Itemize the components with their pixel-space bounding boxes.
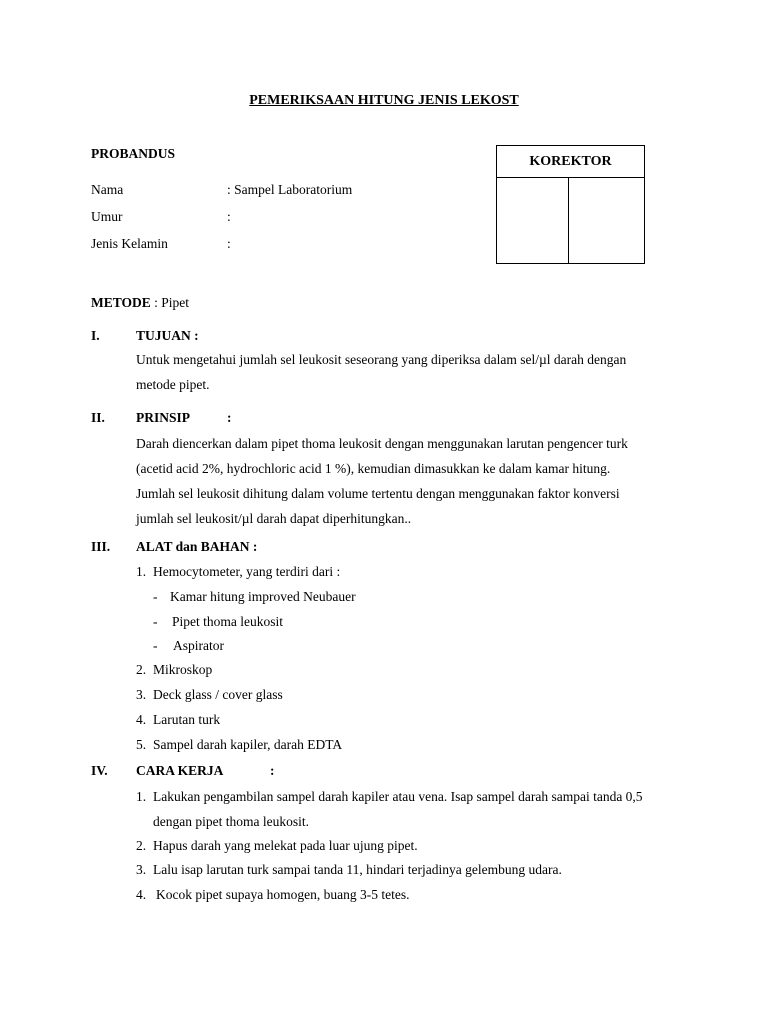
korektor-box (496, 145, 645, 264)
tujuan-line: Untuk mengetahui jumlah sel leukosit seseorang yang diperiksa dalam sel/µl darah dengan (136, 352, 627, 367)
korektor-divider (568, 177, 569, 263)
section-heading-tujuan: TUJUAN : (136, 328, 199, 343)
page-title: PEMERIKSAAN HITUNG JENIS LEKOST (249, 93, 519, 108)
field-label-umur: Umur (91, 209, 123, 224)
field-value-jenis-kelamin: : (227, 236, 231, 251)
section-heading-cara: CARA KERJA (136, 763, 224, 778)
alat-item-text: Sampel darah kapiler, darah EDTA (153, 737, 343, 752)
korektor-heading: KOREKTOR (497, 146, 644, 178)
cara-item-text: Lalu isap larutan turk sampai tanda 11, hindari terjadinya gelembung udara. (153, 862, 562, 877)
cara-item-num: 1. (136, 789, 147, 804)
alat-item-text: Deck glass / cover glass (153, 687, 283, 702)
alat-item-text: Mikroskop (153, 662, 213, 677)
alat-subitem-dash: - (153, 638, 158, 653)
field-label-jenis-kelamin: Jenis Kelamin (91, 236, 168, 251)
alat-item-num: 1. (136, 564, 147, 579)
section-num-cara: IV. (91, 763, 108, 778)
cara-item-text: Hapus darah yang melekat pada luar ujung pipet. (153, 838, 418, 853)
section-num-tujuan: I. (91, 328, 100, 343)
cara-item-num: 2. (136, 838, 147, 853)
alat-item-text: Hemocytometer, yang terdiri dari : (153, 564, 341, 579)
field-value-nama: : Sampel Laboratorium (227, 182, 353, 197)
section-num-alat: III. (91, 539, 111, 554)
alat-subitem-text: Pipet thoma leukosit (172, 614, 283, 629)
section-colon-prinsip: : (227, 410, 232, 425)
cara-item-num: 4. (136, 887, 147, 902)
alat-item-num: 4. (136, 712, 147, 727)
section-heading-prinsip: PRINSIP (136, 410, 191, 425)
metode-value: : Pipet (154, 295, 190, 310)
alat-item-text: Larutan turk (153, 712, 221, 727)
field-label-nama: Nama (91, 182, 124, 197)
prinsip-line: Jumlah sel leukosit dihitung dalam volume tertentu dengan menggunakan faktor konversi (136, 486, 620, 501)
field-value-umur: : (227, 209, 231, 224)
metode-label: METODE (91, 295, 151, 310)
section-colon-cara: : (270, 763, 275, 778)
cara-item-text: dengan pipet thoma leukosit. (153, 814, 309, 829)
alat-subitem-text: Kamar hitung improved Neubauer (170, 589, 356, 604)
alat-item-num: 2. (136, 662, 147, 677)
alat-subitem-dash: - (153, 589, 158, 604)
alat-subitem-dash: - (153, 614, 158, 629)
tujuan-line: metode pipet. (136, 377, 210, 392)
cara-item-text: Kocok pipet supaya homogen, buang 3-5 tetes. (156, 887, 410, 902)
alat-item-num: 5. (136, 737, 147, 752)
cara-item-text: Lakukan pengambilan sampel darah kapiler atau vena. Isap sampel darah sampai tanda 0,5 (153, 789, 643, 804)
alat-item-num: 3. (136, 687, 147, 702)
probandus-heading: PROBANDUS (91, 146, 176, 161)
section-heading-alat: ALAT dan BAHAN : (136, 539, 258, 554)
section-num-prinsip: II. (91, 410, 105, 425)
prinsip-line: jumlah sel leukosit/µl darah dapat diperhitungkan.. (136, 511, 412, 526)
metode-line (91, 295, 189, 311)
prinsip-line: (acetid acid 2%, hydrochloric acid 1 %), kemudian dimasukkan ke dalam kamar hitung. (136, 461, 611, 476)
cara-item-num: 3. (136, 862, 147, 877)
prinsip-line: Darah diencerkan dalam pipet thoma leukosit dengan menggunakan larutan pengencer turk (136, 436, 628, 451)
alat-subitem-text: Aspirator (173, 638, 224, 653)
